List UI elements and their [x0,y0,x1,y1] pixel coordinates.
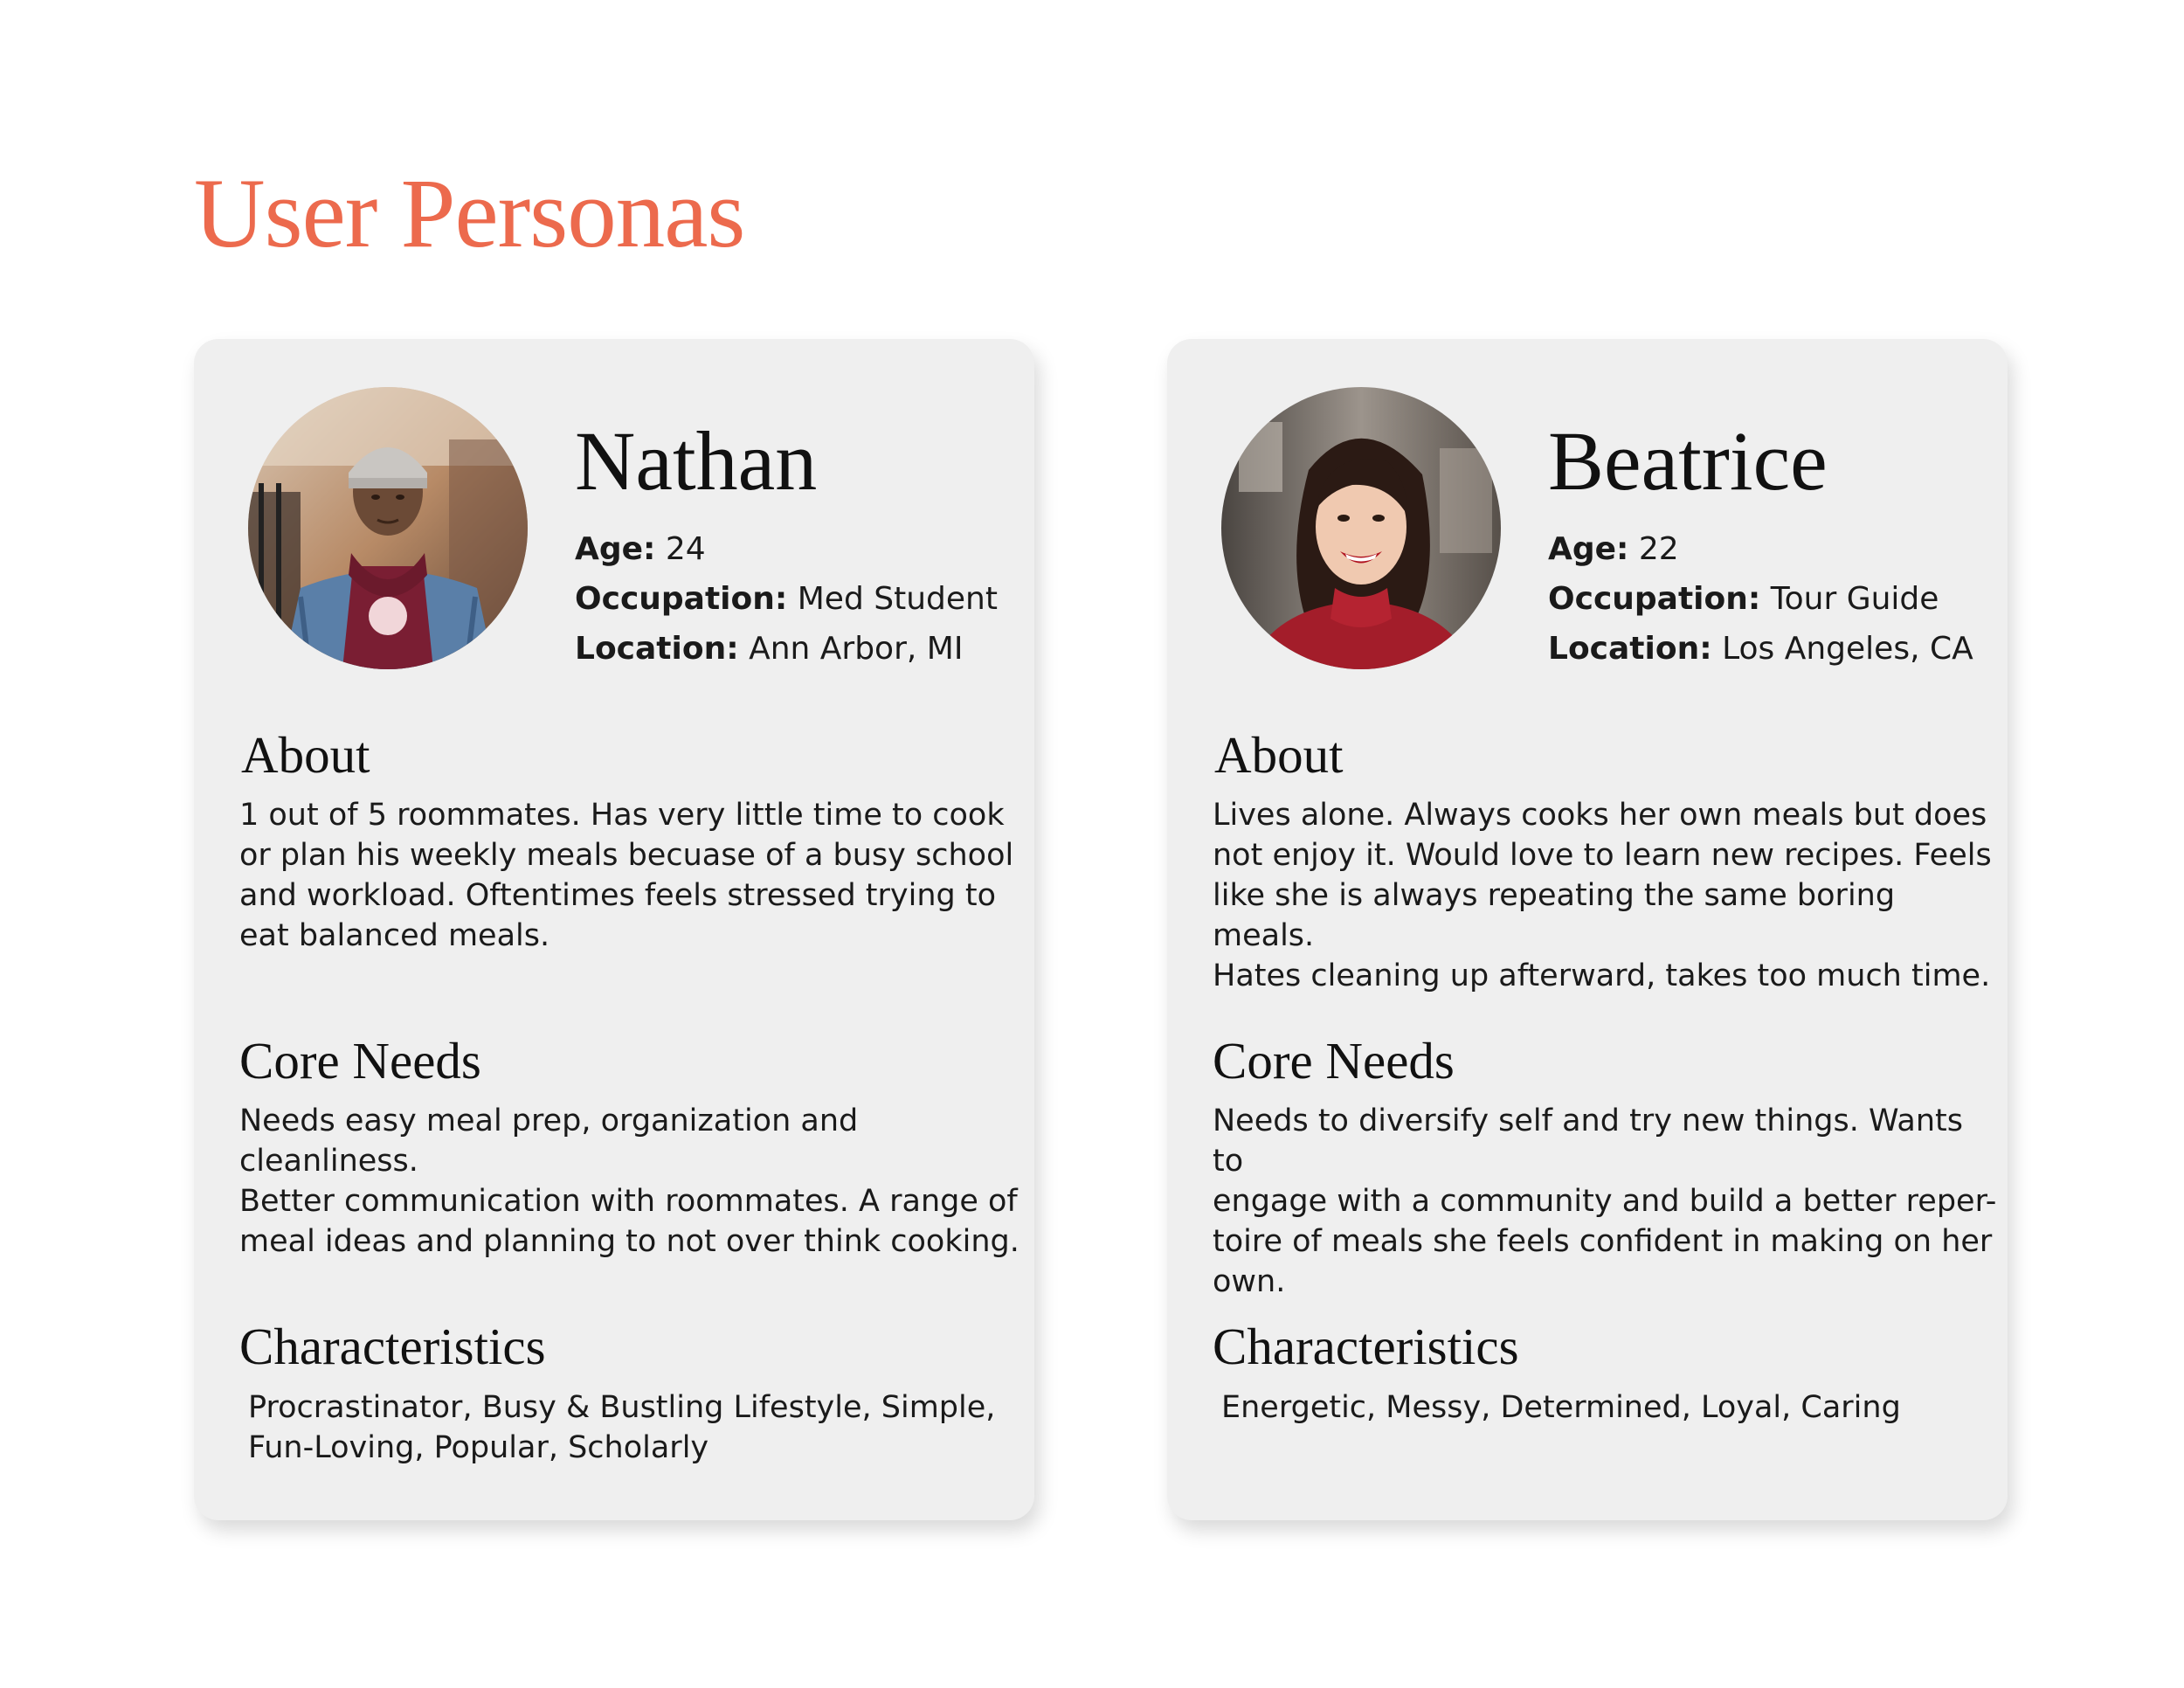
persona-name: Nathan [575,414,818,508]
text-line: Procrastinator, Busy & Bustling Lifestyle, Simple, [248,1390,996,1425]
about-heading: About [1214,726,1344,784]
fact-label: Occupation: [575,581,788,617]
text-line: Lives alone. Always cooks her own meals but does [1213,798,1987,833]
fact-age [1548,524,1973,574]
text-line: eat balanced meals. [239,918,550,953]
fact-location [575,624,998,674]
fact-occupation [575,574,998,624]
avatar-nathan-image [248,387,528,669]
text-line: not enjoy it. Would love to learn new recipes. Feels [1213,838,1992,873]
fact-value: Ann Arbor, MI [749,631,964,667]
text-line: and workload. Oftentimes feels stressed trying to [239,878,996,913]
fact-age [575,524,998,574]
avatar-beatrice-image [1221,387,1501,669]
persona-card-nathan [194,339,1034,1520]
fact-value: Tour Guide [1770,581,1939,617]
persona-card-beatrice [1167,339,2008,1520]
fact-label: Occupation: [1548,581,1761,617]
text-line: Fun-Loving, Popular, Scholarly [248,1430,709,1465]
persona-facts [575,524,998,674]
fact-occupation [1548,574,1973,624]
text-line: Needs to diversify self and try new things. Wants to [1213,1103,1963,1179]
fact-label: Age: [1548,531,1629,567]
characteristics-heading: Characteristics [1213,1318,1519,1375]
core-needs-text [1213,1101,1999,1302]
fact-label: Age: [575,531,656,567]
characteristics-text [248,1387,1034,1468]
text-line: meal ideas and planning to not over think cooking. [239,1224,1019,1259]
core-needs-heading: Core Needs [239,1032,481,1090]
avatar-photo [1221,387,1501,669]
page-title: User Personas [194,159,745,268]
about-text [1213,795,1999,996]
text-line: 1 out of 5 roommates. Has very little time to cook [239,798,1005,833]
fact-label: Location: [1548,631,1712,667]
persona-name: Beatrice [1548,414,1828,508]
characteristics-text [1221,1387,2008,1428]
characteristics-heading: Characteristics [239,1318,546,1375]
text-line: Hates cleaning up afterward, takes too much time. [1213,958,1991,993]
about-text [239,795,1026,956]
text-line: toire of meals she feels confident in making on her [1213,1224,1993,1259]
about-heading: About [241,726,370,784]
text-line: Energetic, Messy, Determined, Loyal, Caring [1221,1390,1901,1425]
persona-facts [1548,524,1973,674]
fact-value: Med Student [797,581,998,617]
fact-value: Los Angeles, CA [1722,631,1973,667]
fact-label: Location: [575,631,739,667]
core-needs-heading: Core Needs [1213,1032,1455,1090]
fact-location [1548,624,1973,674]
text-line: Needs easy meal prep, organization and cleanliness. [239,1103,859,1179]
text-line: own. [1213,1264,1286,1299]
text-line: or plan his weekly meals becuase of a busy school [239,838,1014,873]
text-line: Better communication with roommates. A range of [239,1184,1018,1219]
text-line: like she is always repeating the same boring meals. [1213,878,1896,953]
text-line: engage with a community and build a better reper- [1213,1184,1997,1219]
avatar-photo [248,387,528,669]
fact-value: 24 [665,531,706,567]
fact-value: 22 [1638,531,1679,567]
core-needs-text [239,1101,1026,1262]
